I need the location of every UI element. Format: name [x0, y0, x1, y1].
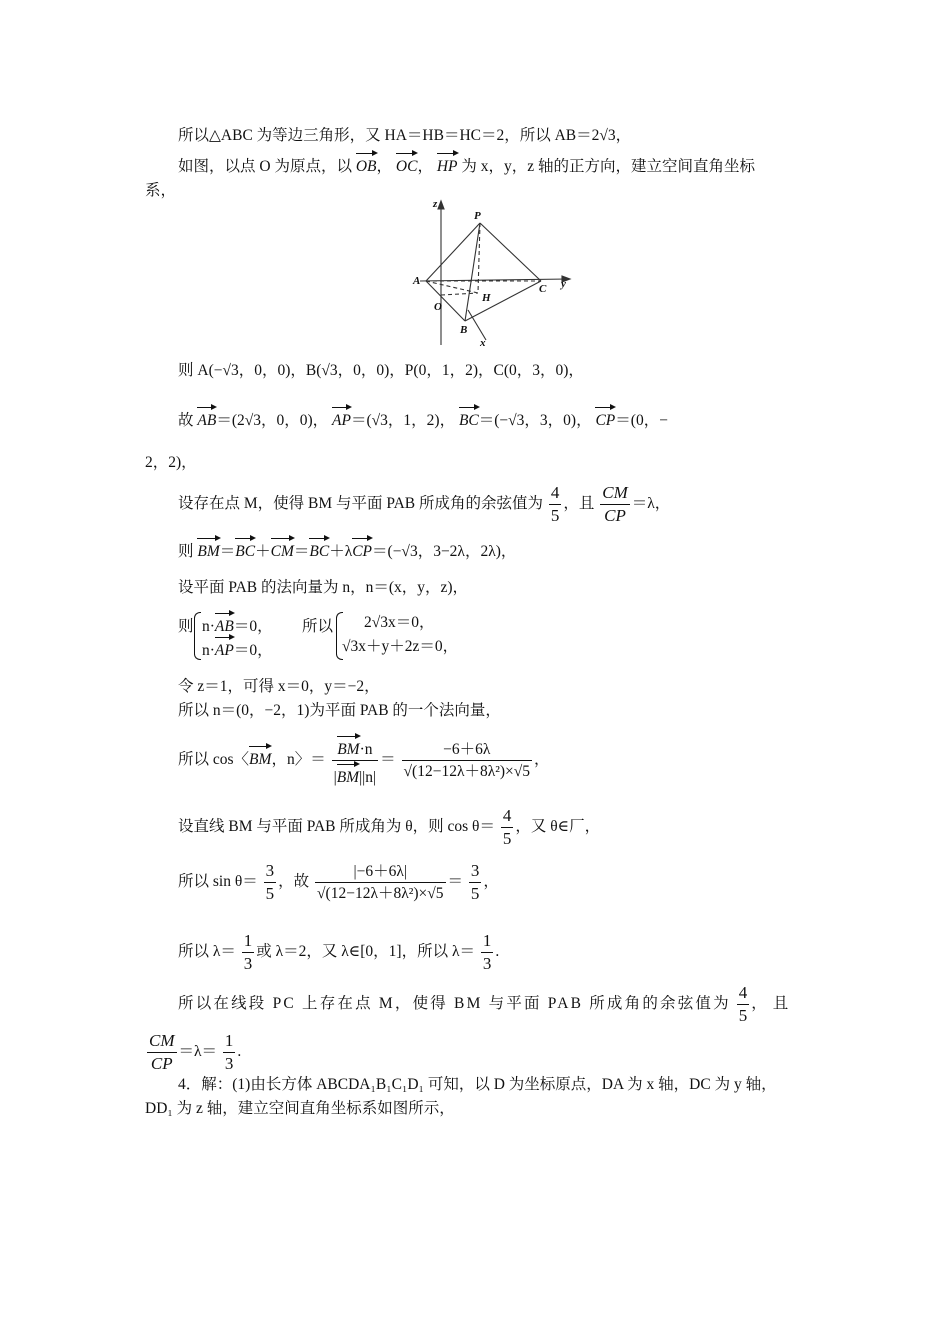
numerator-text: ·n: [359, 741, 373, 758]
line-16-text-b: 或 λ＝2，又 λ∈[0，1]，所以 λ＝: [256, 943, 475, 961]
fraction-numerator: 4: [501, 805, 514, 828]
line-2: 如图，以点 O 为原点，以 OB， OC， HP 为 x，y，z 轴的正方向，建立空间直角坐标: [178, 150, 755, 178]
fraction-numerator: 4: [549, 482, 562, 505]
system-row-2: [202, 634, 273, 662]
denominator-text: ||n|: [359, 769, 377, 786]
line-13-text-b: ，n〉＝: [271, 751, 326, 769]
fraction-1-3: [223, 1030, 236, 1075]
line-8-text-d: ＝: [293, 543, 310, 560]
line-9: 设平面 PAB 的法向量为 n，n＝(x，y，z)，: [178, 579, 469, 596]
fraction-denominator: 5: [550, 506, 560, 525]
z-axis-arrow: [438, 201, 444, 209]
fraction-cm-cp: [147, 1030, 177, 1075]
vector-bm: BM: [337, 733, 359, 760]
line-18: [145, 1030, 241, 1075]
vector-ab: AB: [215, 610, 234, 638]
fraction-denominator: CP: [604, 506, 626, 525]
line-5-text-e: ＝(0，−: [615, 412, 668, 429]
vector-ap: AP: [215, 634, 234, 662]
fraction-numerator: 3: [264, 860, 277, 883]
line-19: 4．解：(1)由长方体 ABCDA₁B₁C₁D₁ 可知，以 D 为坐标原点，DA 为 x 轴，DC 为 y 轴，: [178, 1076, 777, 1093]
line-18-text-a: ＝λ＝: [178, 1043, 218, 1061]
line-15-text-c: ＝: [447, 873, 464, 891]
line-8-text-e: ＋λ: [329, 543, 353, 560]
line-2-text-a: 如图，以点 O 为原点，以: [178, 158, 352, 175]
line-16-text-c: .: [495, 943, 500, 961]
edge-ab: [426, 281, 465, 321]
line-20: DD₁ 为 z 轴，建立空间直角坐标系如图所示，: [145, 1100, 455, 1117]
equation-system: [178, 610, 508, 662]
fraction-4-5: [737, 982, 750, 1027]
line-13-text-a: 所以 cos〈: [178, 751, 250, 769]
line-13-text-d: ，: [534, 751, 550, 769]
line-5: [178, 404, 668, 432]
vector-cp: CP: [595, 404, 615, 432]
line-2-text-b: 为 x，y，z 轴的正方向，建立空间直角坐标: [461, 158, 756, 175]
system-row-3: 2√3x＝0，: [364, 614, 435, 631]
line-8: [178, 535, 516, 563]
line-6: 2，2)，: [145, 454, 197, 471]
label-o: O: [434, 301, 442, 313]
fraction-denominator: 5: [738, 1006, 748, 1025]
system-then: 则: [178, 618, 194, 635]
line-17-text-b: ，且: [751, 995, 795, 1013]
line-15-text-d: ，: [483, 873, 499, 891]
line-15-text-a: 所以 sin θ＝: [178, 873, 258, 891]
line-5-text-c: ＝(√3，1，2)，: [350, 412, 456, 429]
fraction-numerator: −6＋6λ: [402, 739, 533, 761]
row-2-text-b: ＝0，: [233, 642, 273, 659]
fraction-numerator: 3: [469, 860, 482, 883]
edge-oh: [441, 293, 478, 295]
fraction-denominator: √(12−12λ＋8λ²)×√5: [403, 763, 531, 780]
vector-ap: AP: [332, 404, 351, 432]
vector-bc: BC: [459, 404, 479, 432]
label-h: H: [482, 292, 491, 304]
line-16: [178, 930, 499, 975]
line-14: [178, 805, 600, 850]
line-5-text-a: 故: [178, 412, 194, 429]
fraction-3-5-result: [469, 860, 482, 905]
fraction-cos-value: [402, 739, 533, 782]
line-13-text-c: ＝: [380, 751, 396, 769]
fraction-denominator: 3: [243, 954, 253, 973]
line-18-text-b: .: [237, 1043, 242, 1061]
vector-oc: OC: [396, 150, 418, 178]
line-11: 令 z＝1，可得 x＝0，y＝−2，: [178, 678, 380, 695]
label-y: y: [561, 278, 566, 290]
line-17: [178, 982, 794, 1027]
line-13: [178, 733, 550, 788]
line-8-text-c: ＋: [255, 543, 271, 560]
label-a: A: [413, 275, 421, 287]
brace-left-1: [194, 612, 201, 660]
fraction-4-5: [501, 805, 514, 850]
fraction-denominator: 5: [265, 884, 275, 903]
fraction-denominator: 5: [502, 829, 512, 848]
line-14-text-a: 设直线 BM 与平面 PAB 所成角为 θ，则 cos θ＝: [178, 818, 495, 836]
edge-pc: [480, 223, 541, 281]
fraction-1-3: [242, 930, 255, 975]
vector-bm: BM: [337, 761, 359, 788]
line-1: 所以△ABC 为等边三角形，又 HA＝HB＝HC＝2，所以 AB＝2√3，: [178, 127, 632, 144]
vector-bc: BC: [235, 535, 255, 563]
fraction-cos-definition: [332, 733, 379, 788]
system-row-4: √3x＋y＋2z＝0，: [342, 638, 459, 655]
fraction-numerator: 1: [242, 930, 255, 953]
line-7-text-a: 设存在点 M，使得 BM 与平面 PAB 所成角的余弦值为: [178, 495, 544, 513]
fraction-1-3-final: [481, 930, 494, 975]
system-so: 所以: [302, 618, 334, 635]
line-16-text-a: 所以 λ＝: [178, 943, 236, 961]
line-12: 所以 n＝(0，−2，1)为平面 PAB 的一个法向量，: [178, 702, 501, 719]
vector-ab: AB: [197, 404, 216, 432]
vector-hp: HP: [437, 150, 458, 178]
line-5-text-b: ＝(2√3，0，0)，: [216, 412, 329, 429]
line-8-text-f: ＝(−√3，3−2λ，2λ)，: [372, 543, 517, 560]
fraction-numerator: CM: [147, 1030, 177, 1053]
fraction-numerator: CM: [600, 482, 630, 505]
fraction-numerator: 1: [223, 1030, 236, 1053]
vector-cp: CP: [352, 535, 372, 563]
line-14-text-b: ，又 θ∈厂，: [515, 818, 601, 836]
line-7-text-c: ＝λ，: [631, 495, 671, 513]
fraction-denominator: 3: [482, 954, 492, 973]
vector-bm: BM: [249, 743, 271, 771]
fraction-cm-cp: [600, 482, 630, 527]
line-15-text-b: ，故: [278, 873, 310, 891]
pyramid-figure: [408, 195, 583, 350]
fraction-4-5: [549, 482, 562, 527]
line-5-text-d: ＝(−√3，3，0)，: [478, 412, 592, 429]
label-b: B: [460, 324, 468, 336]
row-1-text-a: n·: [202, 618, 215, 635]
fraction-denominator: |BM||n|: [332, 761, 379, 788]
fraction-numerator: 4: [737, 982, 750, 1005]
line-7-text-b: ，且: [563, 495, 595, 513]
edge-pb: [465, 223, 480, 321]
fraction-denominator: √(12−12λ＋8λ²)×√5: [317, 885, 444, 902]
label-p: P: [474, 210, 481, 222]
vector-bc-2: BC: [309, 535, 329, 563]
edge-bc: [465, 281, 541, 321]
line-8-text-a: 则: [178, 543, 194, 560]
vector-cm: CM: [271, 535, 294, 563]
fraction-denominator: 3: [224, 1054, 234, 1073]
vector-ob: OB: [356, 150, 377, 178]
fraction-denominator: CP: [150, 1054, 173, 1073]
line-4: 则 A(−√3，0，0)，B(√3，0，0)，P(0，1，2)，C(0，3，0)，: [178, 362, 584, 379]
fraction-numerator: [332, 733, 379, 761]
line-7: [178, 482, 670, 527]
label-c: C: [539, 283, 547, 295]
vector-bm: BM: [197, 535, 219, 563]
line-3: 系，: [145, 182, 177, 199]
row-2-text-a: n·: [202, 642, 215, 659]
fraction-3-5: [264, 860, 277, 905]
line-8-text-b: ＝: [219, 543, 236, 560]
fraction-numerator: 1: [481, 930, 494, 953]
label-z: z: [433, 198, 438, 210]
fraction-numerator: |−6＋6λ|: [315, 861, 446, 883]
line-17-text-a: 所以在线段 PC 上存在点 M，使得 BM 与平面 PAB 所成角的余弦值为: [178, 995, 731, 1013]
row-1-text-b: ＝0，: [233, 618, 273, 635]
label-x: x: [480, 337, 486, 349]
fraction-denominator: 5: [470, 884, 480, 903]
fraction-abs-value: [315, 861, 446, 904]
line-15: [178, 860, 499, 905]
